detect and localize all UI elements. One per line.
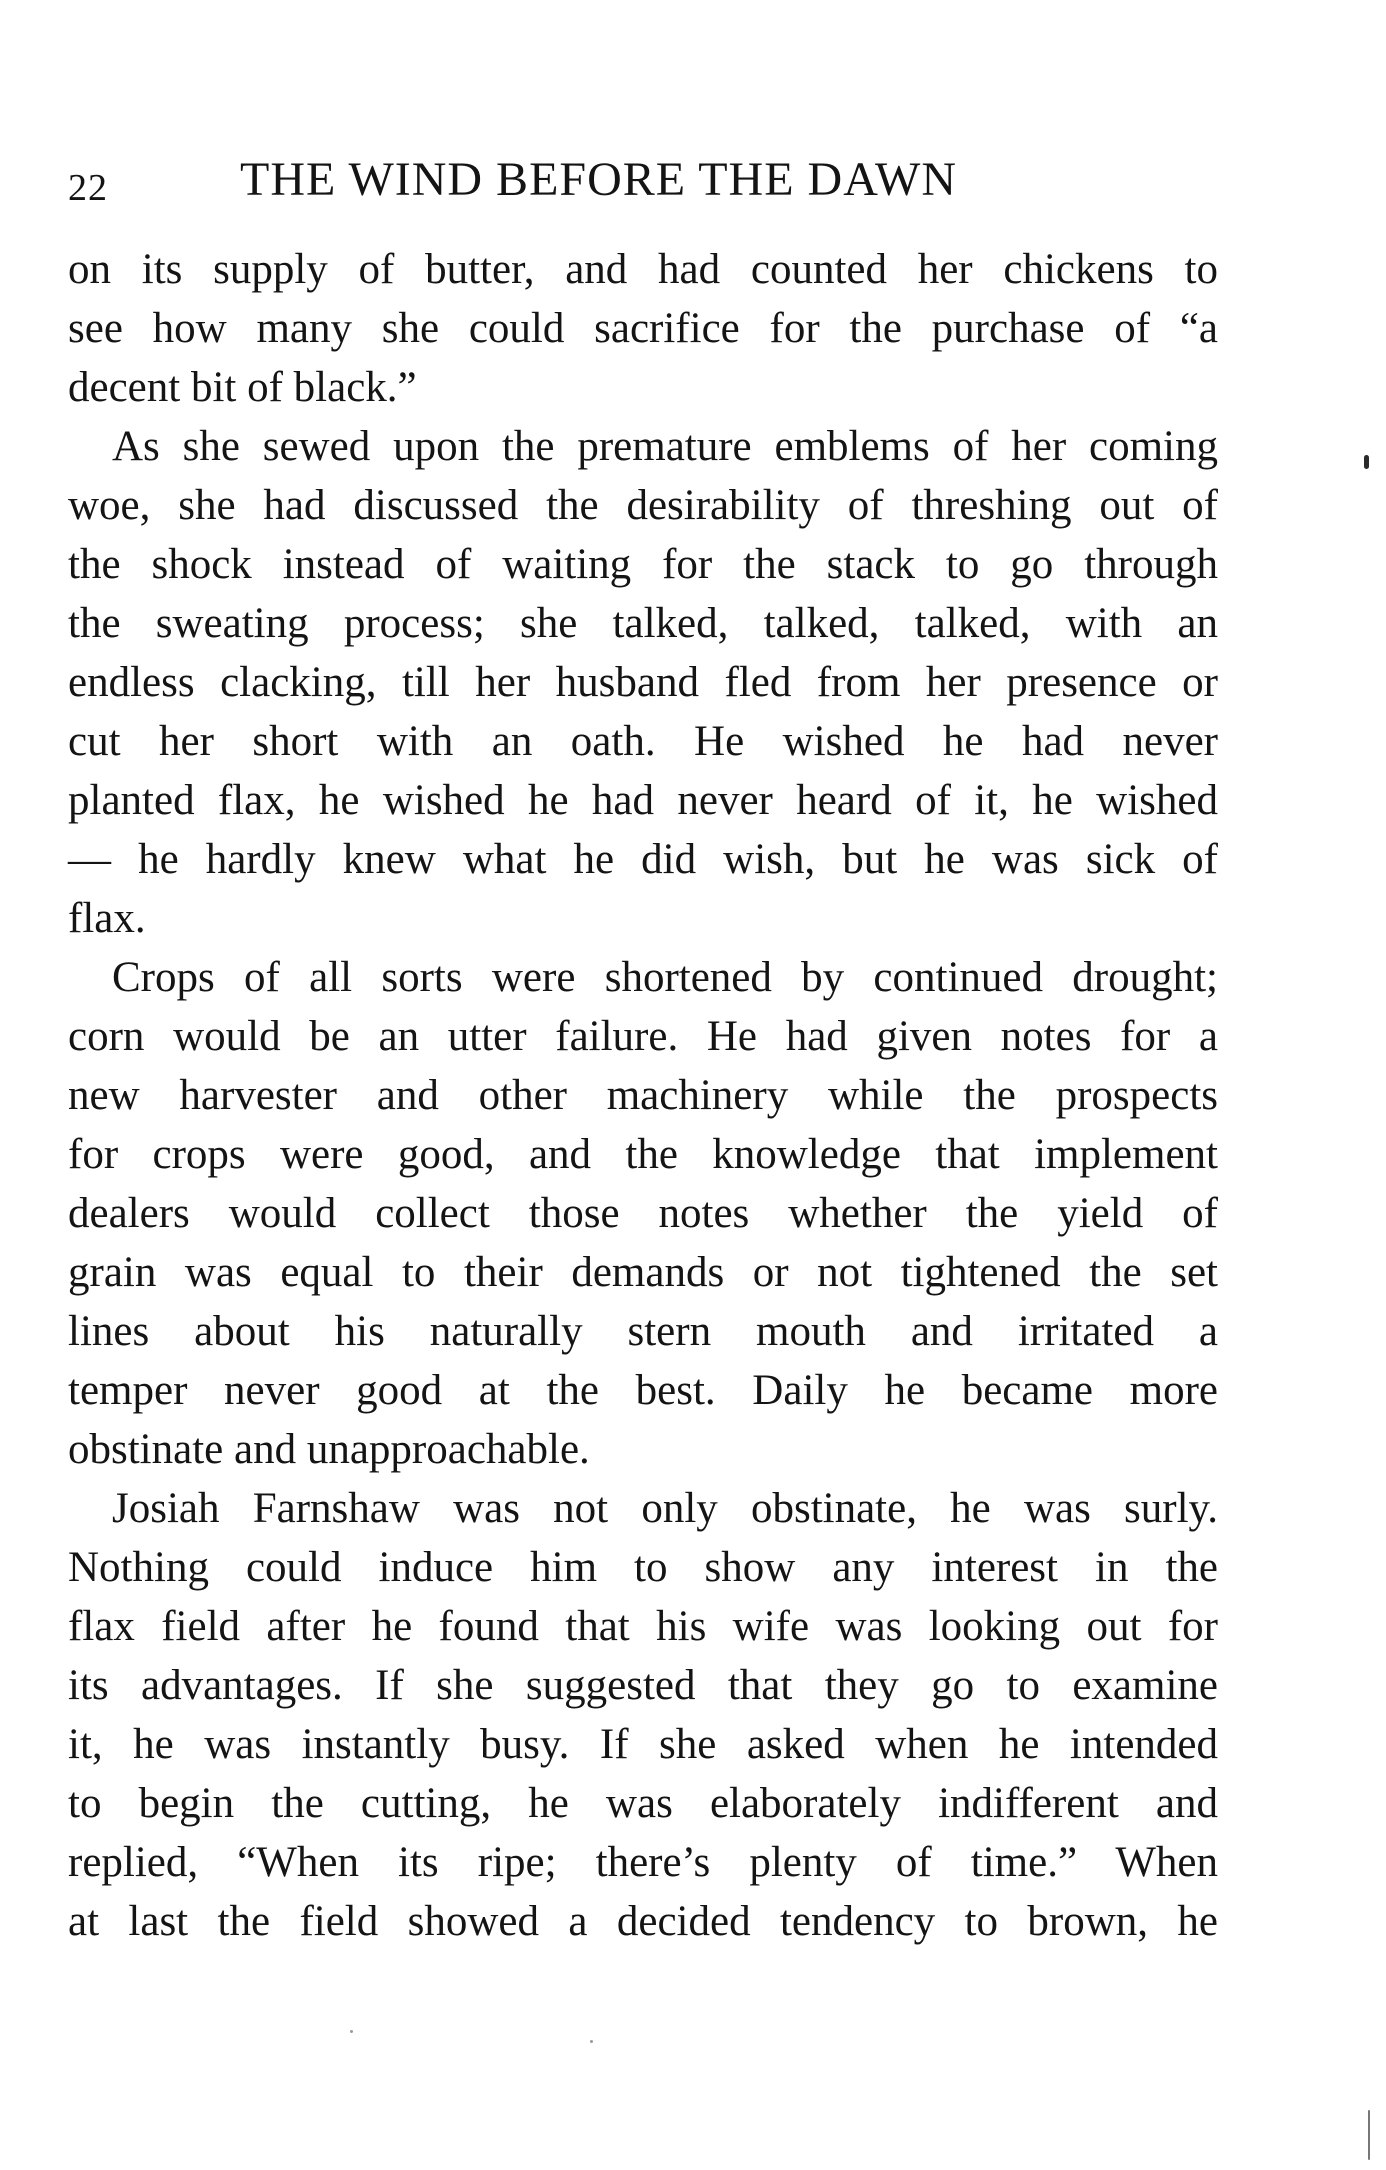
text-line: the shock instead of waiting for the stack to go through [68, 541, 1218, 588]
scan-speck [590, 2040, 593, 2043]
text-line: As she sewed upon the premature emblems of her coming [112, 423, 1218, 470]
text-line: for crops were good, and the knowledge that implement [68, 1131, 1218, 1178]
text-line: obstinate and unapproachable. [68, 1426, 590, 1473]
scan-speck [1368, 2110, 1370, 2160]
text-line: see how many she could sacrifice for the purchase of “a [68, 305, 1218, 352]
text-line: it, he was instantly busy. If she asked when he intended [68, 1721, 1218, 1768]
scan-speck [350, 2030, 353, 2033]
text-line: endless clacking, till her husband fled from her presence or [68, 659, 1218, 706]
text-line: woe, she had discussed the desirability of threshing out of [68, 482, 1218, 529]
paragraph-1 [68, 240, 1218, 417]
running-head [68, 152, 1218, 212]
text-line: replied, “When its ripe; there’s plenty of time.” When [68, 1839, 1218, 1886]
text-line: decent bit of black.” [68, 364, 417, 411]
body-text [68, 240, 1218, 1951]
text-line: the sweating process; she talked, talked, talked, with an [68, 600, 1218, 647]
text-line: on its supply of butter, and had counted her chickens to [68, 246, 1218, 293]
text-line: Josiah Farnshaw was not only obstinate, he was surly. [112, 1485, 1218, 1532]
text-line: grain was equal to their demands or not tightened the set [68, 1249, 1218, 1296]
text-line: corn would be an utter failure. He had given notes for a [68, 1013, 1218, 1060]
text-line: planted flax, he wished he had never heard of it, he wished [68, 777, 1218, 824]
paragraph-4 [68, 1479, 1218, 1951]
text-line: Crops of all sorts were shortened by continued drought; [112, 954, 1218, 1001]
text-line: flax field after he found that his wife was looking out for [68, 1603, 1218, 1650]
text-line: cut her short with an oath. He wished he had never [68, 718, 1218, 765]
text-line: its advantages. If she suggested that they go to examine [68, 1662, 1218, 1709]
book-title: THE WIND BEFORE THE DAWN [240, 153, 957, 206]
text-line: dealers would collect those notes whether the yield of [68, 1190, 1218, 1237]
text-line: lines about his naturally stern mouth and irritated a [68, 1308, 1218, 1355]
text-line: — he hardly knew what he did wish, but he was sick of [68, 836, 1218, 883]
scan-speck [1364, 455, 1369, 469]
paragraph-2 [68, 417, 1218, 948]
paragraph-3 [68, 948, 1218, 1479]
text-line: new harvester and other machinery while the prospects [68, 1072, 1218, 1119]
text-line: temper never good at the best. Daily he became more [68, 1367, 1218, 1414]
text-line: Nothing could induce him to show any interest in the [68, 1544, 1218, 1591]
text-line: to begin the cutting, he was elaborately indifferent and [68, 1780, 1218, 1827]
text-line: flax. [68, 895, 146, 942]
page-number: 22 [68, 167, 108, 209]
text-line: at last the field showed a decided tendency to brown, he [68, 1898, 1218, 1945]
